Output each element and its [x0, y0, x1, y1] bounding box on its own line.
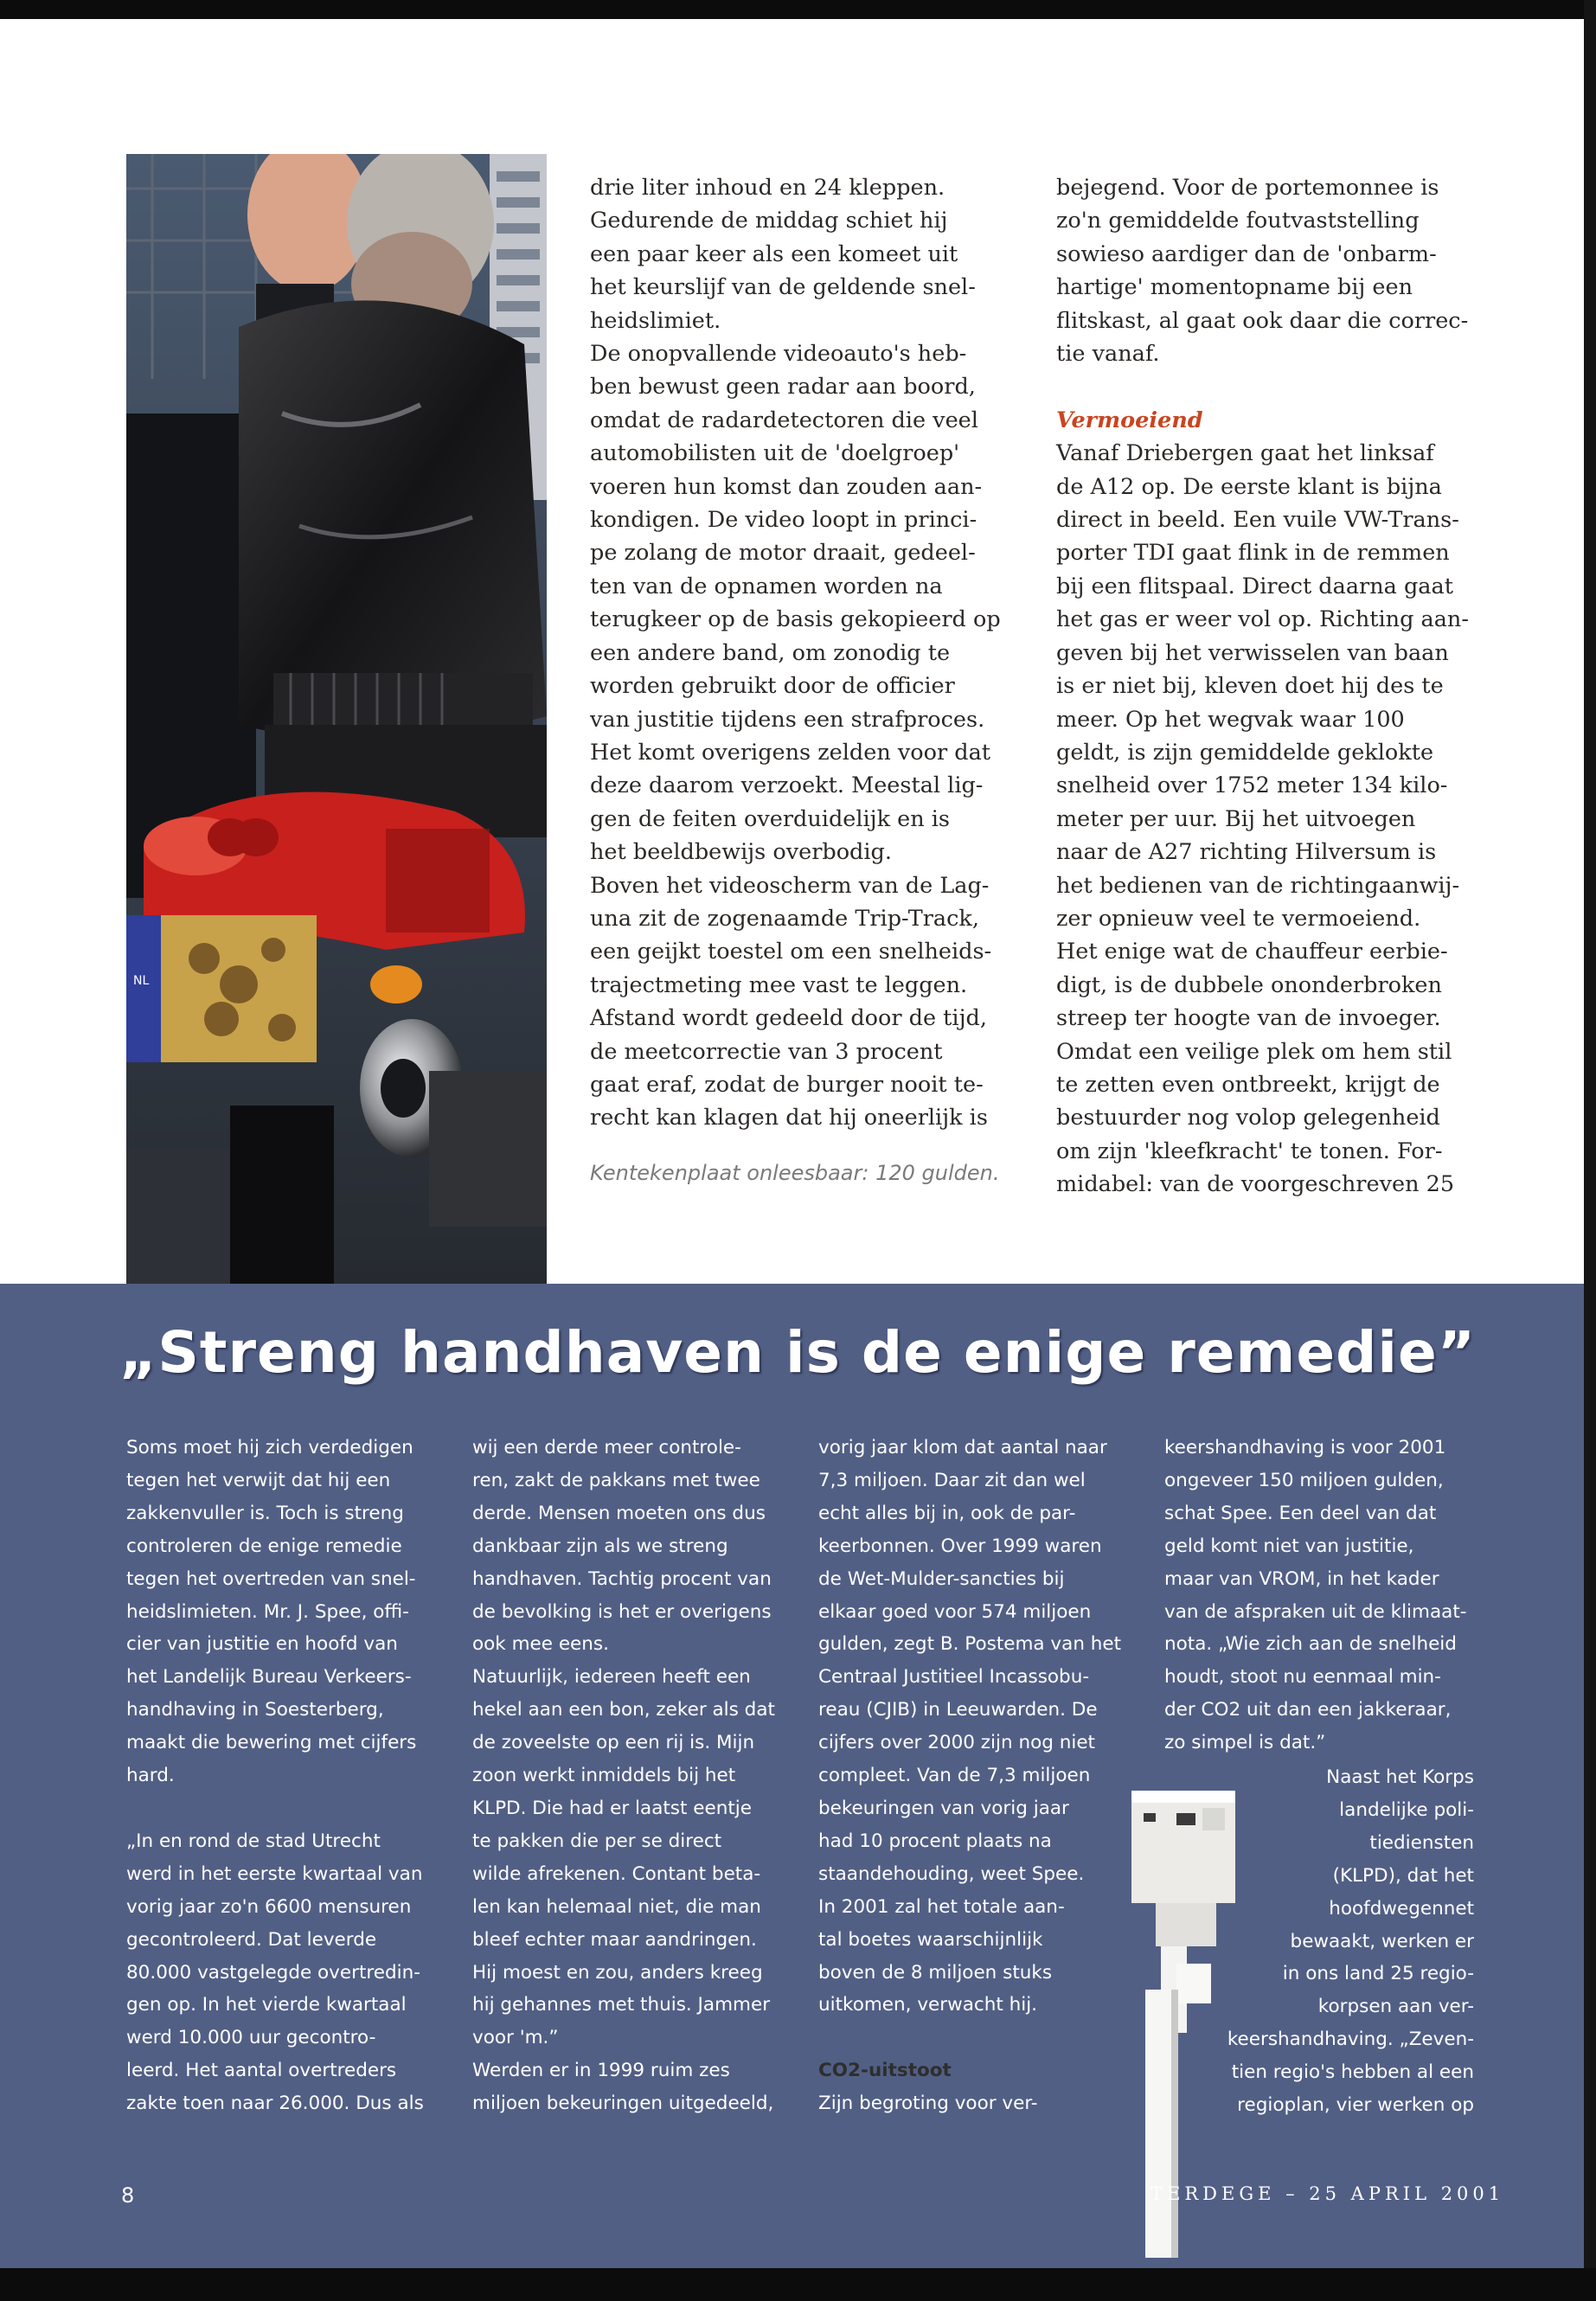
text-line: elkaar goed voor 574 miljoen — [818, 1600, 1092, 1623]
text-line: een andere band, om zonodig te — [590, 639, 951, 666]
text-line: zo simpel is dat.” — [1164, 1732, 1326, 1754]
text-line: echt alles bij in, ook de par- — [818, 1502, 1076, 1524]
text-line: pe zolang de motor draait, gedeel- — [590, 540, 976, 567]
text-line: Werden er in 1999 ruim zes — [472, 2060, 730, 2082]
text-line: Omdat een veilige plek om hem stil — [1056, 1038, 1452, 1065]
text-line: vorig jaar zo'n 6600 mensuren — [126, 1895, 412, 1918]
text-line: het gas er weer vol op. Richting aan- — [1056, 606, 1469, 633]
subheading-vermoeiend: Vermoeiend — [1056, 407, 1203, 433]
text-line: KLPD. Die had er laatst eentje — [472, 1797, 752, 1819]
text-line: ren, zakt de pakkans met twee — [472, 1469, 760, 1491]
text-line: Zijn begroting voor ver- — [818, 2093, 1038, 2115]
text-line: Naast het Korps — [1326, 1766, 1474, 1788]
text-line: Centraal Justitieel Incassobu- — [818, 1666, 1090, 1689]
text-line: drie liter inhoud en 24 kleppen. — [590, 175, 945, 201]
text-line: te zetten even ontbreekt, krijgt de — [1056, 1071, 1440, 1098]
text-line: naar de A27 richting Hilversum is — [1056, 839, 1437, 866]
text-line: tie vanaf. — [1056, 341, 1160, 368]
text-line: om zijn 'kleefkracht' te tonen. For- — [1056, 1138, 1443, 1164]
text-line: boven de 8 miljoen stuks — [818, 1961, 1053, 1984]
text-line: zakte toen naar 26.000. Dus als — [126, 2093, 424, 2115]
text-line: geldt, is zijn gemiddelde geklokte — [1056, 739, 1434, 766]
text-line: van justitie tijdens een strafproces. — [590, 706, 985, 733]
text-line: gaat eraf, zodat de burger nooit te- — [590, 1071, 984, 1098]
text-line: miljoen bekeuringen uitgedeeld, — [472, 2093, 774, 2115]
text-line: het beeldbewijs overbodig. — [590, 839, 892, 866]
spacer — [1056, 370, 1497, 403]
text-line: bestuurder nog volop gelegenheid — [1056, 1105, 1440, 1131]
box-headline: „Streng handhaven is de enige remedie” — [119, 1319, 1477, 1386]
text-line: worden gebruikt door de officier — [590, 673, 955, 700]
text-line: werd in het eerste kwartaal van — [126, 1862, 423, 1885]
text-line: handhaven. Tachtig procent van — [472, 1567, 772, 1590]
text-line: In 2001 zal het totale aan- — [818, 1895, 1065, 1918]
text-line: hij gehannes met thuis. Jammer — [472, 1994, 771, 2016]
text-line: ook mee eens. — [472, 1633, 609, 1656]
text-line: voeren hun komst dan zouden aan- — [590, 473, 983, 500]
text-line: wilde afrekenen. Contant beta- — [472, 1862, 761, 1885]
text-line: geven bij het verwisselen van baan — [1056, 639, 1449, 666]
text-line: voor 'm.” — [472, 2027, 559, 2049]
text-line: in ons land 25 regio- — [1282, 1963, 1474, 1985]
text-line: flitskast, al gaat ook daar die correc- — [1056, 307, 1469, 334]
text-line: geld komt niet van justitie, — [1164, 1535, 1414, 1557]
text-line: bewaakt, werken er — [1290, 1930, 1474, 1952]
box-column-1 — [126, 1432, 438, 2120]
scan-right-border — [1584, 0, 1596, 2301]
text-line: maar van VROM, in het kader — [1164, 1567, 1439, 1590]
text-line: zoon werkt inmiddels bij het — [472, 1765, 736, 1787]
text-line: gen de feiten overduidelijk en is — [590, 805, 951, 832]
license-plate-country: NL — [133, 974, 150, 988]
text-line: terugkeer op de basis gekopieerd op — [590, 606, 1001, 633]
text-line: Boven het videoscherm van de Lag- — [590, 872, 990, 899]
text-line: Hij moest en zou, anders kreeg — [472, 1961, 763, 1984]
text-line: digt, is de dubbele ononderbroken — [1056, 971, 1442, 998]
text-line: hartige' momentopname bij een — [1056, 274, 1413, 301]
text-line: Natuurlijk, iedereen heeft een — [472, 1666, 751, 1689]
text-line: porter TDI gaat flink in de remmen — [1056, 540, 1450, 567]
text-line: una zit de zogenaamde Trip-Track, — [590, 905, 979, 932]
text-line: Soms moet hij zich verdedigen — [126, 1437, 413, 1458]
scan-top-border — [0, 0, 1596, 19]
text-line: keershandhaving is voor 2001 — [1164, 1437, 1446, 1458]
text-line: dankbaar zijn als we streng — [472, 1535, 728, 1557]
text-line: ongeveer 150 miljoen gulden, — [1164, 1469, 1444, 1491]
text-line: len kan helemaal niet, die man — [472, 1895, 761, 1918]
text-line: een geijkt toestel om een snelheids- — [590, 939, 992, 965]
article-column-1 — [590, 171, 1022, 1135]
text-line: heidslimieten. Mr. J. Spee, offi- — [126, 1600, 409, 1623]
text-line: staandehouding, weet Spee. — [818, 1862, 1085, 1885]
photo-motorcycle-officer — [126, 154, 547, 1284]
box-column-3 — [818, 1432, 1130, 2120]
text-line: keershandhaving. „Zeven- — [1227, 2029, 1474, 2051]
text-line: bij een flitspaal. Direct daarna gaat — [1056, 573, 1453, 599]
spacer — [818, 2022, 1130, 2054]
text-line: controleren de enige remedie — [126, 1535, 402, 1557]
text-line: keerbonnen. Over 1999 waren — [818, 1535, 1102, 1557]
text-line: korpsen aan ver- — [1317, 1996, 1474, 2018]
text-line: sowieso aardiger dan de 'onbarm- — [1056, 240, 1437, 267]
text-line: leerd. Het aantal overtreders — [126, 2060, 397, 2082]
text-line: een paar keer als een komeet uit — [590, 240, 958, 267]
text-line: reau (CJIB) in Leeuwarden. De — [818, 1699, 1098, 1721]
scan-bottom-border — [0, 2268, 1596, 2301]
text-line: (KLPD), dat het — [1332, 1864, 1474, 1887]
text-line: hard. — [126, 1765, 175, 1787]
text-line: der CO2 uit dan een jakkeraar, — [1164, 1699, 1452, 1721]
text-line: derde. Mensen moeten ons dus — [472, 1502, 766, 1524]
page-number: 8 — [121, 2183, 135, 2208]
text-line: meter per uur. Bij het uitvoegen — [1056, 805, 1416, 832]
text-line: handhaving in Soesterberg, — [126, 1699, 384, 1721]
text-line: van de afspraken uit de klimaat- — [1164, 1600, 1467, 1623]
text-line: gulden, zegt B. Postema van het — [818, 1633, 1122, 1656]
text-line: cier van justitie en hoofd van — [126, 1633, 398, 1656]
text-line: deze daarom verzoekt. Meestal lig- — [590, 772, 984, 799]
text-line: regioplan, vier werken op — [1237, 2094, 1474, 2117]
text-line: recht kan klagen dat hij oneerlijk is — [590, 1105, 988, 1131]
text-line: landelijke poli- — [1339, 1798, 1474, 1821]
text-line: De onopvallende videoauto's heb- — [590, 341, 967, 368]
text-line: tegen het overtreden van snel- — [126, 1567, 416, 1590]
text-line: snelheid over 1752 meter 134 kilo- — [1056, 772, 1448, 799]
text-line: zakkenvuller is. Toch is streng — [126, 1502, 404, 1524]
text-line: Gedurende de middag schiet hij — [590, 208, 948, 234]
text-line: uitkomen, verwacht hij. — [818, 1994, 1038, 2016]
spacer — [126, 1792, 438, 1825]
text-line: Vanaf Driebergen gaat het linksaf — [1056, 440, 1434, 467]
text-line: de bevolking is het er overigens — [472, 1600, 772, 1623]
text-line: direct in beeld. Een vuile VW-Trans- — [1056, 507, 1459, 534]
text-line: tiediensten — [1369, 1831, 1474, 1854]
text-line: automobilisten uit de 'doelgroep' — [590, 440, 960, 467]
text-line: Het komt overigens zelden voor dat — [590, 739, 991, 766]
text-line: cijfers over 2000 zijn nog niet — [818, 1732, 1095, 1754]
text-line: het Landelijk Bureau Verkeers- — [126, 1666, 412, 1689]
text-line: maakt die bewering met cijfers — [126, 1732, 417, 1754]
text-line: tegen het verwijt dat hij een — [126, 1469, 391, 1491]
text-line: het keurslijf van de geldende snel- — [590, 274, 976, 301]
text-line: hekel aan een bon, zeker als dat — [472, 1699, 775, 1721]
text-line: zer opnieuw veel te vermoeiend. — [1056, 905, 1421, 932]
text-line: de zoveelste op een rij is. Mijn — [472, 1732, 755, 1754]
text-line: de A12 op. De eerste klant is bijna — [1056, 473, 1442, 500]
text-line: had 10 procent plaats na — [818, 1830, 1052, 1852]
text-line: ben bewust geen radar aan boord, — [590, 374, 976, 401]
photo-caption: Kentekenplaat onleesbaar: 120 gulden. — [590, 1161, 1000, 1185]
text-line: kondigen. De video loopt in princi- — [590, 507, 977, 534]
text-line: zo'n gemiddelde foutvaststelling — [1056, 208, 1420, 234]
text-line: het bedienen van de richtingaanwij- — [1056, 872, 1460, 899]
text-line: bejegend. Voor de portemonnee is — [1056, 175, 1439, 201]
text-line: gen op. In het vierde kwartaal — [126, 1994, 407, 2016]
text-line: meer. Op het wegvak waar 100 — [1056, 706, 1405, 733]
subheading-co2-uitstoot: CO2-uitstoot — [818, 2060, 952, 2082]
text-line: midabel: van de voorgeschreven 25 — [1056, 1171, 1455, 1198]
text-line: houdt, stoot nu eenmaal min- — [1164, 1666, 1441, 1689]
text-line: trajectmeting mee vast te leggen. — [590, 971, 968, 998]
text-line: te pakken die per se direct — [472, 1830, 722, 1852]
text-line: is er niet bij, kleven doet hij des te — [1056, 673, 1444, 700]
text-line: streep ter hoogte van de invoeger. — [1056, 1005, 1441, 1032]
text-line: bleef echter maar aandringen. — [472, 1928, 757, 1951]
text-line: compleet. Van de 7,3 miljoen — [818, 1765, 1091, 1787]
text-line: vorig jaar klom dat aantal naar — [818, 1437, 1107, 1458]
text-line: nota. „Wie zich aan de snelheid — [1164, 1633, 1457, 1656]
text-line: gecontroleerd. Dat leverde — [126, 1928, 377, 1951]
text-line: werd 10.000 uur gecontro- — [126, 2027, 376, 2049]
text-line: heidslimiet. — [590, 307, 721, 334]
text-line: ten van de opnamen worden na — [590, 573, 943, 599]
text-line: „In en rond de stad Utrecht — [126, 1830, 381, 1852]
text-line: Het enige wat de chauffeur eerbie- — [1056, 939, 1448, 965]
text-line: de meetcorrectie van 3 procent — [590, 1038, 943, 1065]
text-line: 7,3 miljoen. Daar zit dan wel — [818, 1469, 1086, 1491]
text-line: tal boetes waarschijnlijk — [818, 1928, 1043, 1951]
running-footer: TERDEGE – 25 APRIL 2001 — [1151, 2183, 1505, 2204]
text-line: de Wet-Mulder-sancties bij — [818, 1567, 1065, 1590]
text-line: tien regio's hebben al een — [1231, 2061, 1474, 2084]
text-line: bekeuringen van vorig jaar — [818, 1797, 1069, 1819]
text-line: hoofdwegennet — [1329, 1897, 1474, 1920]
box-column-2 — [472, 1432, 792, 2120]
box-column-4 — [1164, 1432, 1484, 1759]
text-line: 80.000 vastgelegde overtredin- — [126, 1961, 421, 1984]
text-line: omdat de radardetectoren die veel — [590, 407, 978, 433]
text-line: schat Spee. Een deel van dat — [1164, 1502, 1437, 1524]
article-column-2 — [1056, 171, 1497, 1202]
text-line: Afstand wordt gedeeld door de tijd, — [590, 1005, 987, 1032]
text-line: wij een derde meer controle- — [472, 1437, 741, 1458]
